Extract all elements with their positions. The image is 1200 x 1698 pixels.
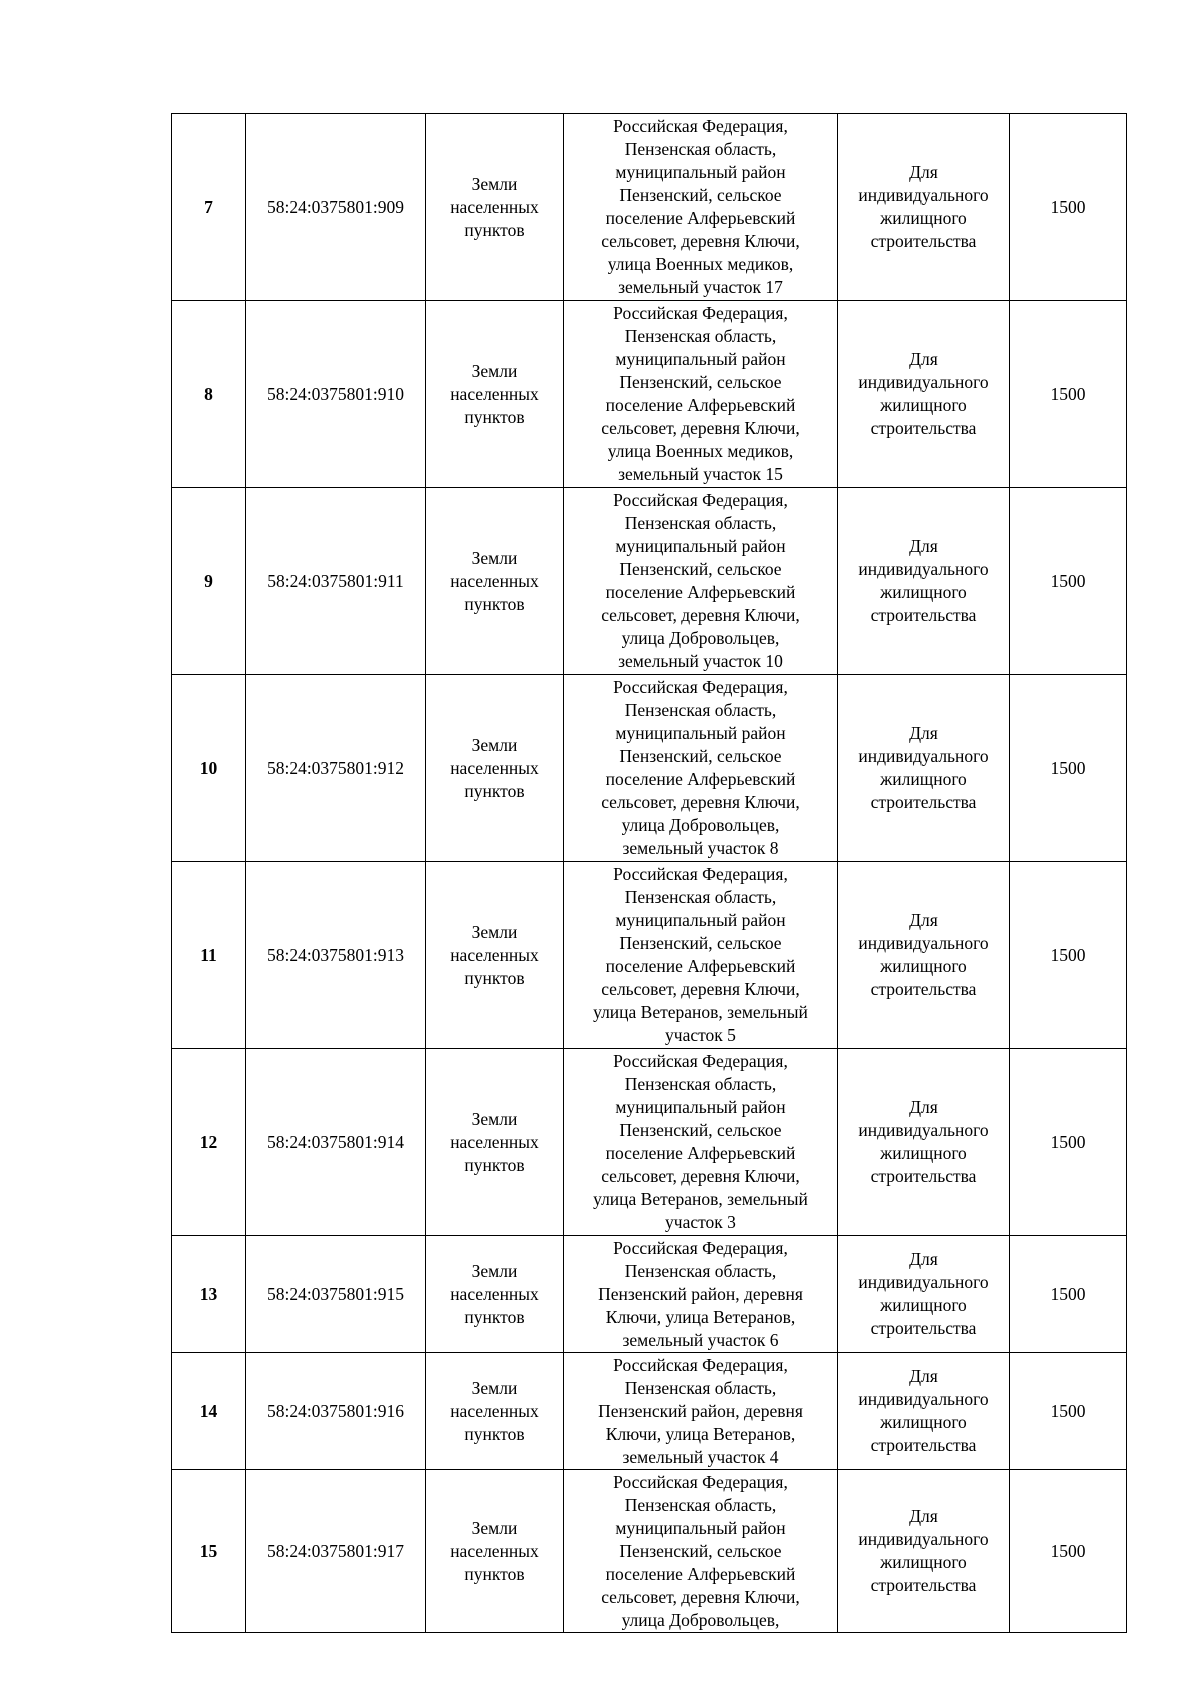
plot-area: 1500 xyxy=(1010,1353,1127,1470)
plot-address-line: сельсовет, деревня Ключи, xyxy=(601,1166,800,1186)
plot-address-line: Ключи, улица Ветеранов, xyxy=(605,1306,796,1327)
plot-address-line: муниципальный район xyxy=(615,1517,786,1538)
row-number: 9 xyxy=(172,488,246,675)
land-category xyxy=(426,862,564,1049)
land-category xyxy=(426,1353,564,1470)
permitted-use xyxy=(838,1236,1010,1353)
permitted-use-line: жилищного xyxy=(880,395,967,415)
plot-address-line: Российская Федерация, xyxy=(613,1471,788,1492)
plot-address-line: участок 3 xyxy=(665,1212,736,1232)
permitted-use xyxy=(838,301,1010,488)
cadastral-number: 58:24:0375801:917 xyxy=(246,1470,426,1633)
table-row xyxy=(172,114,1127,301)
permitted-use-line: строительства xyxy=(870,605,977,625)
plot-address xyxy=(564,1470,838,1633)
permitted-use-line: жилищного xyxy=(880,582,967,602)
permitted-use-line: индивидуального xyxy=(858,1272,989,1292)
plot-address-line: Пензенская область, xyxy=(624,326,777,346)
land-category-line: населенных xyxy=(450,1400,539,1421)
plot-address xyxy=(564,1049,838,1236)
land-category-line: Земли xyxy=(471,921,518,942)
plot-address-line: поселение Алферьевский xyxy=(605,208,796,228)
plot-address xyxy=(564,301,838,488)
permitted-use-line: жилищного xyxy=(880,1295,967,1315)
plot-address-line: муниципальный район xyxy=(615,1097,786,1117)
plot-address xyxy=(564,862,838,1049)
permitted-use-line: Для xyxy=(909,536,938,556)
plot-address-line: улица Военных медиков, xyxy=(607,254,794,274)
permitted-use-line: жилищного xyxy=(880,1412,967,1432)
permitted-use-line: жилищного xyxy=(880,208,967,228)
plot-address-line: Пензенская область, xyxy=(624,513,777,533)
cadastral-number: 58:24:0375801:916 xyxy=(246,1353,426,1470)
plot-address-line: улица Ветеранов, земельный xyxy=(593,1189,808,1209)
cadastral-number: 58:24:0375801:914 xyxy=(246,1049,426,1236)
permitted-use-line: строительства xyxy=(870,1575,977,1595)
plot-address-line: улица Ветеранов, земельный xyxy=(593,1002,808,1022)
plot-address-line: Российская Федерация, xyxy=(613,116,788,136)
land-plots-table xyxy=(171,113,1127,1633)
plot-address-line: Пензенский район, деревня xyxy=(598,1283,803,1304)
row-number: 10 xyxy=(172,675,246,862)
table-body xyxy=(172,114,1127,1633)
plot-address xyxy=(564,488,838,675)
plot-address-line: Пензенская область, xyxy=(624,1074,777,1094)
plot-address-line: Пензенский, сельское xyxy=(619,372,782,392)
permitted-use-line: индивидуального xyxy=(858,372,989,392)
plot-address-line: Пензенский, сельское xyxy=(619,185,782,205)
plot-area: 1500 xyxy=(1010,675,1127,862)
land-category-line: пунктов xyxy=(464,219,525,240)
plot-address-line: улица Добровольцев, xyxy=(621,1609,780,1630)
land-category-line: Земли xyxy=(471,1517,518,1538)
table-row xyxy=(172,675,1127,862)
plot-area: 1500 xyxy=(1010,862,1127,1049)
land-category-line: пунктов xyxy=(464,1423,525,1444)
plot-address-line: Пензенская область, xyxy=(624,700,777,720)
row-number: 8 xyxy=(172,301,246,488)
permitted-use-line: индивидуального xyxy=(858,559,989,579)
permitted-use xyxy=(838,488,1010,675)
plot-address-line: Ключи, улица Ветеранов, xyxy=(605,1423,796,1444)
plot-address-line: Российская Федерация, xyxy=(613,1354,788,1375)
cadastral-number: 58:24:0375801:911 xyxy=(246,488,426,675)
permitted-use-line: жилищного xyxy=(880,769,967,789)
land-category xyxy=(426,1470,564,1633)
land-category-line: Земли xyxy=(471,547,518,568)
permitted-use-line: строительства xyxy=(870,792,977,812)
land-category-line: населенных xyxy=(450,1283,539,1304)
land-category-line: Земли xyxy=(471,734,518,755)
plot-address-line: сельсовет, деревня Ключи, xyxy=(601,1586,800,1607)
permitted-use-line: строительства xyxy=(870,231,977,251)
plot-address-line: улица Добровольцев, xyxy=(621,628,780,648)
cadastral-number: 58:24:0375801:913 xyxy=(246,862,426,1049)
table-row xyxy=(172,1236,1127,1353)
plot-address-line: Российская Федерация, xyxy=(613,490,788,510)
plot-address xyxy=(564,1353,838,1470)
permitted-use-line: Для xyxy=(909,1506,938,1526)
permitted-use-line: Для xyxy=(909,162,938,182)
plot-address-line: земельный участок 17 xyxy=(618,277,783,297)
table-row xyxy=(172,301,1127,488)
land-category-line: пунктов xyxy=(464,1154,525,1175)
land-category-line: Земли xyxy=(471,173,518,194)
plot-address-line: муниципальный район xyxy=(615,723,786,743)
plot-address-line: сельсовет, деревня Ключи, xyxy=(601,792,800,812)
plot-address-line: Пензенская область, xyxy=(624,139,777,159)
row-number: 15 xyxy=(172,1470,246,1633)
plot-address xyxy=(564,114,838,301)
plot-address xyxy=(564,1236,838,1353)
table-row xyxy=(172,1049,1127,1236)
plot-area: 1500 xyxy=(1010,488,1127,675)
land-category-line: пунктов xyxy=(464,1563,525,1584)
plot-address-line: поселение Алферьевский xyxy=(605,1143,796,1163)
plot-address-line: Российская Федерация, xyxy=(613,1237,788,1258)
land-category-line: пунктов xyxy=(464,967,525,988)
plot-address-line: сельсовет, деревня Ключи, xyxy=(601,979,800,999)
permitted-use-line: Для xyxy=(909,723,938,743)
permitted-use xyxy=(838,1353,1010,1470)
permitted-use-line: индивидуального xyxy=(858,1389,989,1409)
land-category-line: пунктов xyxy=(464,780,525,801)
permitted-use-line: индивидуального xyxy=(858,1529,989,1549)
land-category-line: Земли xyxy=(471,360,518,381)
plot-area: 1500 xyxy=(1010,114,1127,301)
plot-address-line: улица Военных медиков, xyxy=(607,441,794,461)
cadastral-number: 58:24:0375801:915 xyxy=(246,1236,426,1353)
plot-address-line: земельный участок 6 xyxy=(622,1329,779,1350)
plot-address-line: земельный участок 10 xyxy=(618,651,783,671)
plot-address-line: земельный участок 15 xyxy=(618,464,783,484)
land-category-line: населенных xyxy=(450,1540,539,1561)
land-category xyxy=(426,1236,564,1353)
land-category xyxy=(426,488,564,675)
permitted-use-line: индивидуального xyxy=(858,185,989,205)
land-category-line: Земли xyxy=(471,1108,518,1129)
land-category xyxy=(426,114,564,301)
plot-address-line: Пензенский, сельское xyxy=(619,1120,782,1140)
plot-address-line: поселение Алферьевский xyxy=(605,582,796,602)
plot-address-line: Российская Федерация, xyxy=(613,677,788,697)
land-category xyxy=(426,301,564,488)
row-number: 7 xyxy=(172,114,246,301)
plot-area: 1500 xyxy=(1010,1236,1127,1353)
plot-address-line: улица Добровольцев, xyxy=(621,815,780,835)
plot-address-line: земельный участок 8 xyxy=(622,838,779,858)
permitted-use-line: Для xyxy=(909,349,938,369)
plot-address-line: поселение Алферьевский xyxy=(605,956,796,976)
permitted-use-line: жилищного xyxy=(880,956,967,976)
land-category-line: населенных xyxy=(450,570,539,591)
table-row xyxy=(172,488,1127,675)
plot-address-line: муниципальный район xyxy=(615,910,786,930)
permitted-use xyxy=(838,862,1010,1049)
plot-address-line: сельсовет, деревня Ключи, xyxy=(601,231,800,251)
permitted-use-line: индивидуального xyxy=(858,933,989,953)
row-number: 13 xyxy=(172,1236,246,1353)
permitted-use-line: индивидуального xyxy=(858,1120,989,1140)
plot-area: 1500 xyxy=(1010,1049,1127,1236)
plot-address-line: Пензенский, сельское xyxy=(619,933,782,953)
plot-area: 1500 xyxy=(1010,301,1127,488)
plot-address-line: Пензенский, сельское xyxy=(619,1540,782,1561)
plot-address-line: Пензенский, сельское xyxy=(619,746,782,766)
land-category-line: пунктов xyxy=(464,593,525,614)
permitted-use-line: Для xyxy=(909,910,938,930)
plot-address-line: Пензенская область, xyxy=(624,887,777,907)
table-row xyxy=(172,1470,1127,1633)
cadastral-number: 58:24:0375801:909 xyxy=(246,114,426,301)
permitted-use xyxy=(838,675,1010,862)
plot-address-line: участок 5 xyxy=(665,1025,736,1045)
plot-address-line: земельный участок 4 xyxy=(622,1446,779,1467)
land-category xyxy=(426,675,564,862)
permitted-use-line: строительства xyxy=(870,1318,977,1338)
permitted-use-line: строительства xyxy=(870,1166,977,1186)
land-category-line: населенных xyxy=(450,757,539,778)
land-category-line: пунктов xyxy=(464,1306,525,1327)
land-category xyxy=(426,1049,564,1236)
permitted-use-line: Для xyxy=(909,1097,938,1117)
cadastral-number: 58:24:0375801:912 xyxy=(246,675,426,862)
cadastral-number: 58:24:0375801:910 xyxy=(246,301,426,488)
land-category-line: Земли xyxy=(471,1260,518,1281)
table-row xyxy=(172,862,1127,1049)
permitted-use xyxy=(838,1470,1010,1633)
row-number: 12 xyxy=(172,1049,246,1236)
plot-address-line: Пензенская область, xyxy=(624,1377,777,1398)
plot-address-line: Российская Федерация, xyxy=(613,303,788,323)
plot-address-line: муниципальный район xyxy=(615,162,786,182)
permitted-use xyxy=(838,1049,1010,1236)
plot-address-line: муниципальный район xyxy=(615,349,786,369)
land-category-line: населенных xyxy=(450,196,539,217)
land-category-line: населенных xyxy=(450,1131,539,1152)
plot-address-line: поселение Алферьевский xyxy=(605,769,796,789)
row-number: 14 xyxy=(172,1353,246,1470)
permitted-use-line: Для xyxy=(909,1249,938,1269)
plot-address-line: сельсовет, деревня Ключи, xyxy=(601,418,800,438)
plot-address-line: Российская Федерация, xyxy=(613,1051,788,1071)
land-category-line: населенных xyxy=(450,944,539,965)
land-category-line: населенных xyxy=(450,383,539,404)
plot-address-line: муниципальный район xyxy=(615,536,786,556)
permitted-use-line: строительства xyxy=(870,979,977,999)
permitted-use-line: строительства xyxy=(870,1435,977,1455)
plot-address xyxy=(564,675,838,862)
permitted-use-line: жилищного xyxy=(880,1143,967,1163)
plot-address-line: поселение Алферьевский xyxy=(605,395,796,415)
permitted-use-line: строительства xyxy=(870,418,977,438)
plot-address-line: Пензенская область, xyxy=(624,1260,777,1281)
permitted-use xyxy=(838,114,1010,301)
plot-address-line: Российская Федерация, xyxy=(613,864,788,884)
plot-address-line: Пензенский район, деревня xyxy=(598,1400,803,1421)
plot-address-line: поселение Алферьевский xyxy=(605,1563,796,1584)
permitted-use-line: индивидуального xyxy=(858,746,989,766)
permitted-use-line: Для xyxy=(909,1366,938,1386)
plot-address-line: сельсовет, деревня Ключи, xyxy=(601,605,800,625)
row-number: 11 xyxy=(172,862,246,1049)
land-category-line: Земли xyxy=(471,1377,518,1398)
plot-area: 1500 xyxy=(1010,1470,1127,1633)
land-category-line: пунктов xyxy=(464,406,525,427)
permitted-use-line: жилищного xyxy=(880,1552,967,1572)
plot-address-line: Пензенский, сельское xyxy=(619,559,782,579)
table-row xyxy=(172,1353,1127,1470)
plot-address-line: Пензенская область, xyxy=(624,1494,777,1515)
